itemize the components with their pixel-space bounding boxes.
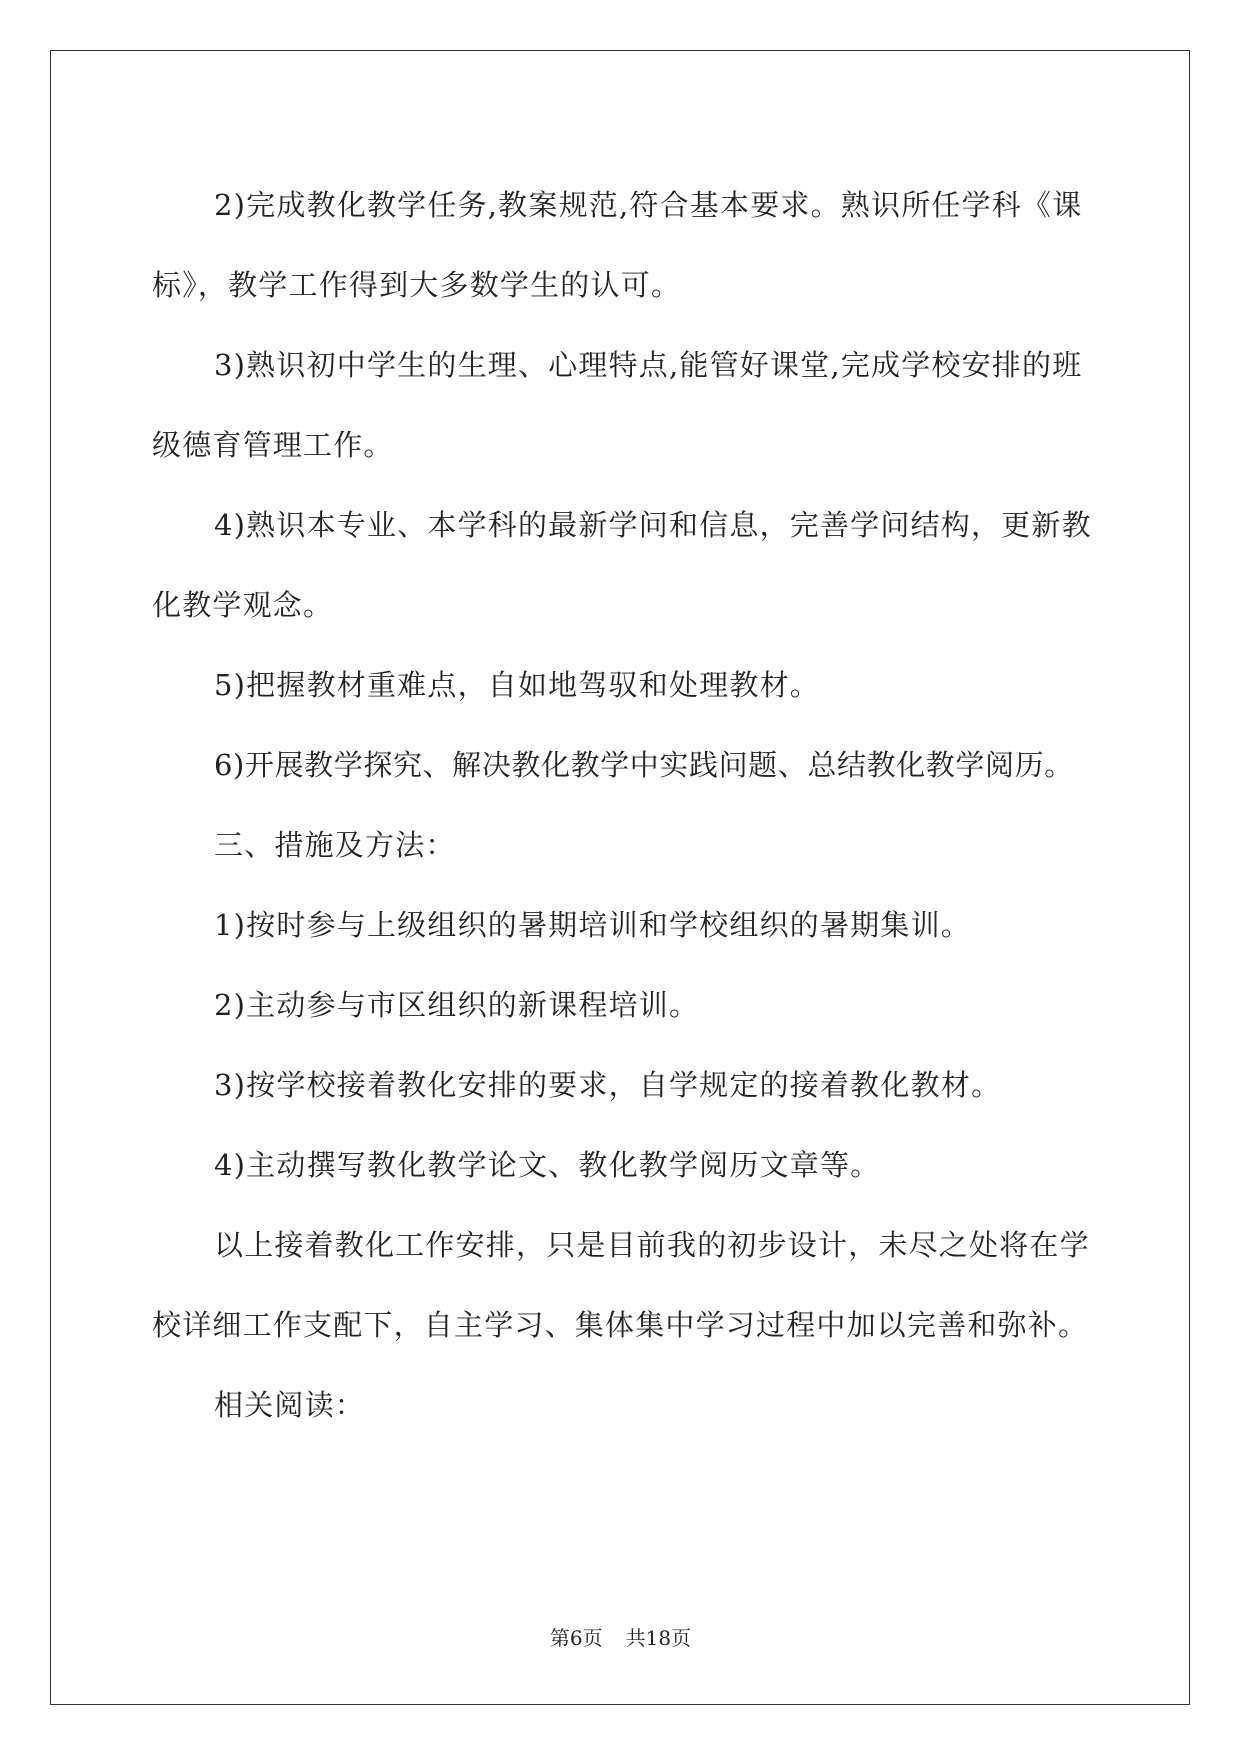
document-body bbox=[152, 165, 1092, 1445]
related-reading-label: 相关阅读： bbox=[214, 1388, 366, 1422]
measure-item-4: 4)主动撰写教化教学论文、教化教学阅历文章等。 bbox=[214, 1148, 881, 1182]
section-heading: 三、措施及方法： bbox=[214, 828, 456, 862]
paragraph-item-4: 4)熟识本专业、本学科的最新学问和信息，完善学问结构，更新教化教学观念。 bbox=[152, 508, 1092, 622]
paragraph-item-3: 3)熟识初中学生的生理、心理特点,能管好课堂,完成学校安排的班级德育管理工作。 bbox=[152, 348, 1083, 462]
measure-item-3: 3)按学校接着教化安排的要求，自学规定的接着教化教材。 bbox=[214, 1068, 1002, 1102]
paragraph-item-2: 2)完成教化教学任务,教案规范,符合基本要求。熟识所任学科《课标》，教学工作得到大多数学生的认可。 bbox=[152, 188, 1083, 302]
measure-item-2: 2)主动参与市区组织的新课程培训。 bbox=[214, 988, 700, 1022]
page-total: 共18页 bbox=[625, 1626, 692, 1650]
measure-item-1: 1)按时参与上级组织的暑期培训和学校组织的暑期集训。 bbox=[214, 908, 971, 942]
paragraph-item-5: 5)把握教材重难点，自如地驾驭和处理教材。 bbox=[214, 668, 820, 702]
closing-paragraph: 以上接着教化工作安排，只是目前我的初步设计，未尽之处将在学校详细工作支配下，自主学习、集体集中学习过程中加以完善和弥补。 bbox=[152, 1228, 1090, 1342]
paragraph-item-6: 6)开展教学探究、解决教化教学中实践问题、总结教化教学阅历。 bbox=[214, 748, 1074, 782]
page-footer bbox=[0, 1622, 1241, 1651]
page-number: 第6页 bbox=[549, 1626, 603, 1650]
